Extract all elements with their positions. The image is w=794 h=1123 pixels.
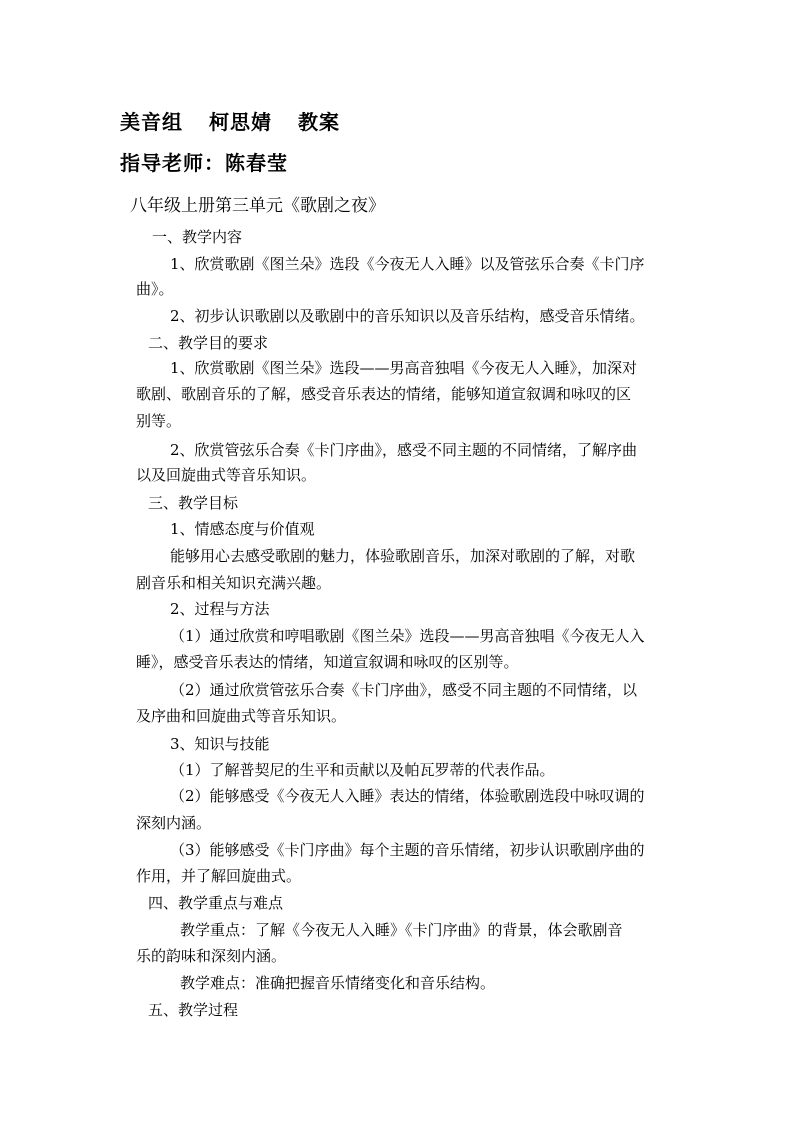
paragraph-line: 1、欣赏歌剧《图兰朵》选段——男高音独唱《今夜无人入睡》，加深对 [170, 359, 638, 377]
paragraph-line: 教学难点：准确把握音乐情绪变化和音乐结构。 [180, 974, 496, 992]
paragraph-line: （1）了解普契尼的生平和贡献以及帕瓦罗蒂的代表作品。 [170, 761, 555, 779]
paragraph-line: 及序曲和回旋曲式等音乐知识。 [136, 707, 347, 725]
doc-type: 教案 [298, 110, 340, 134]
subsection-title: 3、知识与技能 [170, 735, 270, 753]
paragraph-line: 2、初步认识歌剧以及歌剧中的音乐知识以及音乐结构，感受音乐情绪。 [170, 307, 645, 325]
teacher-name: 柯思婧 [209, 110, 272, 134]
advisor-line [120, 147, 288, 176]
paragraph-line: （2）通过欣赏管弦乐合奏《卡门序曲》，感受不同主题的不同情绪，以 [170, 681, 638, 699]
paragraph-line: 能够用心去感受歌剧的魅力，体验歌剧音乐，加深对歌剧的了解，对歌 [170, 547, 636, 565]
section-heading: 二、教学目的要求 [148, 334, 269, 352]
subsection-title: 1、情感态度与价值观 [170, 520, 315, 538]
paragraph-line: 曲》。 [136, 280, 174, 298]
paragraph-line: 2、欣赏管弦乐合奏《卡门序曲》，感受不同主题的不同情绪，了解序曲 [170, 441, 638, 459]
paragraph-line: （3）能够感受《卡门序曲》每个主题的音乐情绪，初步认识歌剧序曲的 [170, 841, 645, 859]
advisor-label: 指导老师： [120, 151, 225, 175]
paragraph-line: 深刻内涵。 [136, 814, 212, 832]
paragraph-line: 教学重点：了解《今夜无人入睡》《卡门序曲》的背景，体会歌剧音 [180, 921, 623, 939]
paragraph-line: 歌剧、歌剧音乐的了解，感受音乐表达的情绪，能够知道宣叙调和咏叹的区 [136, 385, 632, 403]
paragraph-line: 1、欣赏歌剧《图兰朵》选段《今夜无人入睡》以及管弦乐合奏《卡门序 [170, 255, 645, 273]
section-heading: 三、教学目标 [148, 494, 239, 512]
paragraph-line: 乐的韵味和深刻内涵。 [136, 947, 287, 965]
section-heading: 一、教学内容 [152, 228, 243, 246]
paragraph-line: 剧音乐和相关知识充满兴趣。 [136, 574, 332, 592]
header-line [120, 106, 340, 135]
paragraph-line: 以及回旋曲式等音乐知识。 [136, 466, 317, 484]
section-heading: 四、教学重点与难点 [148, 894, 284, 912]
lesson-subtitle: 八年级上册第三单元《歌剧之夜》 [130, 196, 385, 216]
subsection-title: 2、过程与方法 [170, 600, 270, 618]
paragraph-line: （1）通过欣赏和哼唱歌剧《图兰朵》选段——男高音独唱《今夜无人入 [170, 627, 645, 645]
advisor-name: 陈春莹 [225, 151, 288, 175]
section-heading: 五、教学过程 [148, 1001, 239, 1019]
group-name: 美音组 [120, 110, 183, 134]
paragraph-line: （2）能够感受《今夜无人入睡》表达的情绪，体验歌剧选段中咏叹调的 [170, 787, 645, 805]
paragraph-line: 作用，并了解回旋曲式。 [136, 867, 302, 885]
paragraph-line: 睡》，感受音乐表达的情绪，知道宣叙调和咏叹的区别等。 [136, 653, 519, 671]
paragraph-line: 别等。 [136, 412, 182, 430]
